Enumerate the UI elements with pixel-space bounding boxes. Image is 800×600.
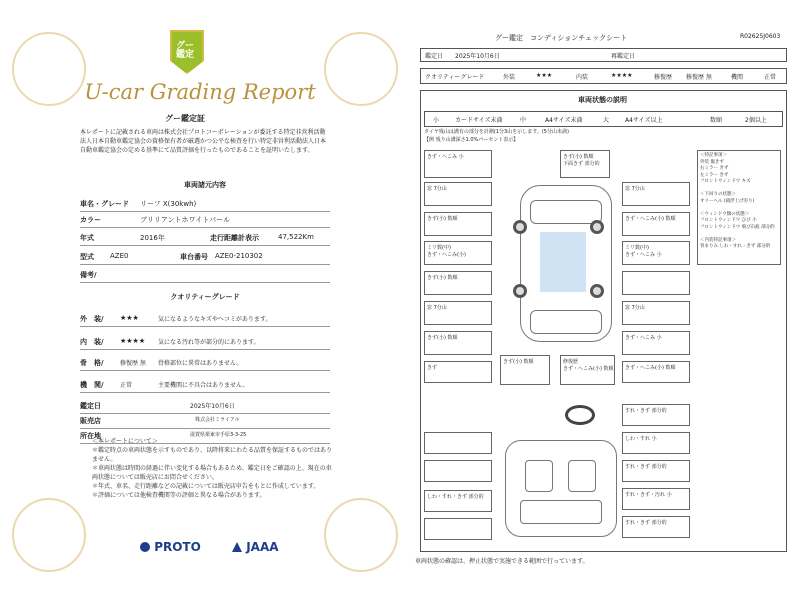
special-notes: ＜特記事項＞ 外装 傷きず 右ミラー きず 左ミラー きず フロントウィンドウ キズ ＜下回りの状態＞ オリーヘル (錆浮上げ有り) ＜ウィンドウ類の状態＞ フロントウィンドウ ひび 小 フロントウィンドウ 飛び石痕 部分的 ＜内装特記事項＞ 骨まりみ しわ・すれ・きず 部分的 [697,150,781,265]
damage-box: きず・へこみ 小 [424,150,492,178]
damage-box: ミリ数(中) きず・へこみ(小) [424,241,492,265]
date-row: 鑑定日 2025年10月6日 再鑑定日 [420,48,787,62]
damage-box: すれ・きず 部分的 [622,404,690,426]
damage-box: すれ・きず・汚れ 小 [622,488,690,510]
damage-box: 窓 7分山 [622,182,690,206]
damage-box: きず・へこみ(小) 数順 [622,212,690,236]
quality-section-title: クオリティーグレード [170,293,240,301]
vehicle-row: 型式 AZE0 車台番号 AZE0-210302 [80,248,330,265]
tire-icon [513,284,527,298]
damage-box: しわ・すれ・きず 部分的 [424,490,492,512]
damage-box: きず [424,361,492,383]
car-roof [540,232,586,292]
size-legend: 小 カードサイズ未満 中 A4サイズ未満 大 A4サイズ以上 数順 2個以上 [424,111,783,127]
seat-icon [525,460,553,492]
quality-row: 内 装/ ★★★★ 気になる汚れ等が部分的にあります。 [80,333,330,350]
damage-box: きず(小) 数順 下面きず 部分的 [560,150,610,178]
footnote: 車両状態の確認は、押止状態で実施できる範囲で行っています。 [415,558,589,565]
damage-box [424,518,492,540]
info-row: 鑑定日 2025年10月6日 [80,397,330,414]
damage-box: すれ・きず 部分的 [622,516,690,538]
ornament [324,498,398,572]
quality-row: 外 装/ ★★★ 気になるようなキズやヘコミがあります。 [80,310,330,327]
damage-box: きず・へこみ 小 [622,331,690,355]
tire-icon [590,284,604,298]
damage-box: しわ・すれ 小 [622,432,690,454]
quality-row: 機 関/ 正常 主要機関に不具合はありません。 [80,376,330,393]
damage-box [424,460,492,482]
damage-box: 窓 7分山 [424,182,492,206]
damage-box: すれ・きず 部分的 [622,460,690,482]
legend-note: タイヤ残山は溝有の部分を計測(1分3山を示します。(5分山未満) [424,129,569,135]
legend-note: 【例 残り山溝深さ1.0%パーセント表示】 [424,137,519,143]
ornament [324,32,398,106]
report-subtitle: グー鑑定証 [165,114,205,123]
tire-icon [590,220,604,234]
damage-box: きず(小) 数順 [424,271,492,295]
steering-wheel-icon [565,405,595,425]
intro-text: 本レポートに記載される車両は株式会社プロトコーポレーションが委託する特定非営利活動法人日本自動車鑑定協会の資格保有者が厳選かつ公平な検査を行い特定非営利活動法人日本自動車鑑定協会の定める基準にて品質評価を行ったものであることを証明いたします。 [80,129,327,154]
damage-box [622,271,690,295]
damage-box: 修復歴 きず・へこみ(小) 数順 [560,355,615,385]
proto-logo: PROTO [140,540,201,554]
damage-box: きず・へこみ(小) 数順 [622,361,690,383]
jaaa-logo: JAAA [232,540,279,554]
report-title: U-car Grading Report [84,80,316,104]
vehicle-row: 備考/ [80,266,330,283]
state-title: 車両状態の説明 [578,96,627,104]
damage-box [424,432,492,454]
logo-text: グー 鑑定 [175,41,194,60]
ornament [12,32,86,106]
vehicle-section-title: 車両諸元内容 [184,181,226,189]
report-notes: ＜本レポートについて＞ ＊鑑定時点の車両状態を示すものであり、以降将来にわたる品質を保証するものではありません。 ＊車両状態は時間の経過に伴い変化する場合もあるため、鑑定日をご確認の上、現在の車両状態については販売店にお問合せください。 ＊年式、車名、走行距離などの記載については販売店申告をもとに作成しています。 ＊評価については他検査機関等の評価と異なる場合があります。 [92,438,333,499]
tire-icon [513,220,527,234]
vehicle-row: 年式 2016年 走行距離計表示 47,522Km [80,229,330,246]
rear-seat-icon [520,500,602,524]
quality-row: 骨 格/ 修復歴 無 骨格部位に異常はありません。 [80,354,330,371]
damage-box: ミリ数(中) きず・へこみ 小 [622,241,690,265]
ornament [12,498,86,572]
seat-icon [568,460,596,492]
jaaa-mark-icon [232,542,242,552]
sheet-code: R02625J0603 [740,33,781,40]
damage-box: きず(小) 数順 [424,212,492,236]
damage-box: きず(小) 数順 [500,355,550,385]
car-trunk [530,310,602,334]
damage-box: きず(小) 数順 [424,331,492,355]
car-hood [530,200,602,224]
vehicle-row: カラー ブリリアントホワイトパール [80,211,330,228]
damage-box: 窓 7分山 [622,301,690,325]
quality-grade-row: クオリティーグレード 外装 ★★★ 内装 ★★★★ 修復歴 修復歴 無 機関 正常 [420,68,787,84]
info-row: 所在地 滋賀県栗東市手原3-3-25 [80,427,330,444]
proto-mark-icon [140,542,150,552]
check-sheet-title: グー鑑定 コンディションチェックシート [495,34,628,42]
vehicle-row: 車名・グレード リーフ X(30kwh) [80,195,330,212]
info-row: 販売店 株式会社ミライアル [80,412,330,429]
damage-box: 窓 7分山 [424,301,492,325]
